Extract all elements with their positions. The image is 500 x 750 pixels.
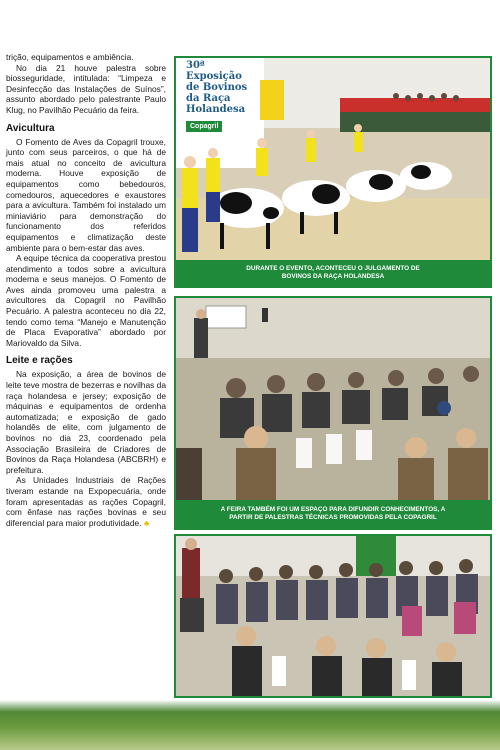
copagril-logo: Copagril — [186, 121, 222, 132]
photo1-caption-line1: DURANTE O EVENTO, ACONTECEU O JULGAMENTO DE — [246, 265, 420, 272]
end-of-article-mark: ♣ — [143, 517, 150, 528]
article-paragraph-equipe-tecnica: A equipe técnica da cooperativa prestou atendimento a todos sobre a avicultura moderna e seus manejos. O Fomento de Aves ainda promoveu uma palestra a avicultores da Copagril no Pavilhão Pecuário. A palestra aconteceu no dia 22, tendo como tema “Manejo e Manutenção de Placa Evaporativa” abordado por Mariovaldo da Silva. — [6, 253, 166, 348]
banner-line-2: de Bovinos — [186, 82, 248, 93]
section-heading-avicultura: Avicultura — [6, 122, 55, 134]
article-paragraph-avicultura: O Fomento de Aves da Copagril trouxe, junto com seus parceiros, o que há de mais atual no conceito de avicultura moderna. Houve exposição de equipamentos como bebedouros, comedouros, aquecedores e exaustores para a avicultura. Também foi instalado um miniaviário para demonstração do funcionamento dos referidos equipamentos e climatização deste ambiente para o bem-estar das aves. — [6, 136, 166, 253]
article-paragraph-biosseguridade: No dia 21 houve palestra sobre biosseguridade, intitulada: “Limpeza e Desinfecção das Instalações de Suínos”, assunto abordado pelo palestrante Paulo Klug, no Pavilhão Pecuário da feira. — [6, 62, 166, 115]
photo2-caption — [176, 500, 490, 528]
racoes-text: As Unidades Industriais de Rações tiveram estande na Expopecuária, onde foram apresentadas as rações Copagril, com ênfase nas rações bovinas e seu diferencial para maior produtividade. — [6, 475, 166, 528]
photo1-caption — [176, 260, 490, 286]
photo-seated-audience — [176, 536, 490, 696]
article-intro: trição, equipamentos e ambiência. — [6, 52, 134, 62]
article-text-column — [6, 52, 166, 528]
article-paragraph-racoes — [6, 475, 166, 528]
footer-highlight — [0, 700, 500, 712]
photo-cattle-judging — [176, 58, 490, 260]
photo2-caption-line1: A FEIRA TAMBÉM FOI UM ESPAÇO PARA DIFUNDIR CONHECIMENTOS, A — [220, 506, 446, 513]
banner-line-1: 30ª Exposição — [186, 60, 242, 82]
exhibition-banner — [186, 60, 258, 132]
banner-line-4: Holandesa — [186, 104, 246, 115]
banner-line-3: da Raça — [186, 93, 231, 104]
photo-lecture-audience — [176, 298, 490, 500]
section-heading-leite-racoes: Leite e rações — [6, 355, 73, 367]
photo1-caption-line2: BOVINOS DA RAÇA HOLANDESA — [281, 273, 385, 280]
article-paragraph-exposicao: Na exposição, a área de bovinos de leite teve mostra de bezerras e novilhas da raça holandesa e jersey; exposição de máquinas e equipamentos de ordenha automatizada; e exposição de gado holandês de elite, com julgamento de bovinos no dia 23, coordenado pela Associação Brasileira de Criadores de Bovinos da Raça Holandesa (ABCBRH) e prefeitura. — [6, 369, 166, 475]
photo2-caption-line2: PARTIR DE PALESTRAS TÉCNICAS PROMOVIDAS PELA COPAGRIL — [229, 514, 437, 521]
